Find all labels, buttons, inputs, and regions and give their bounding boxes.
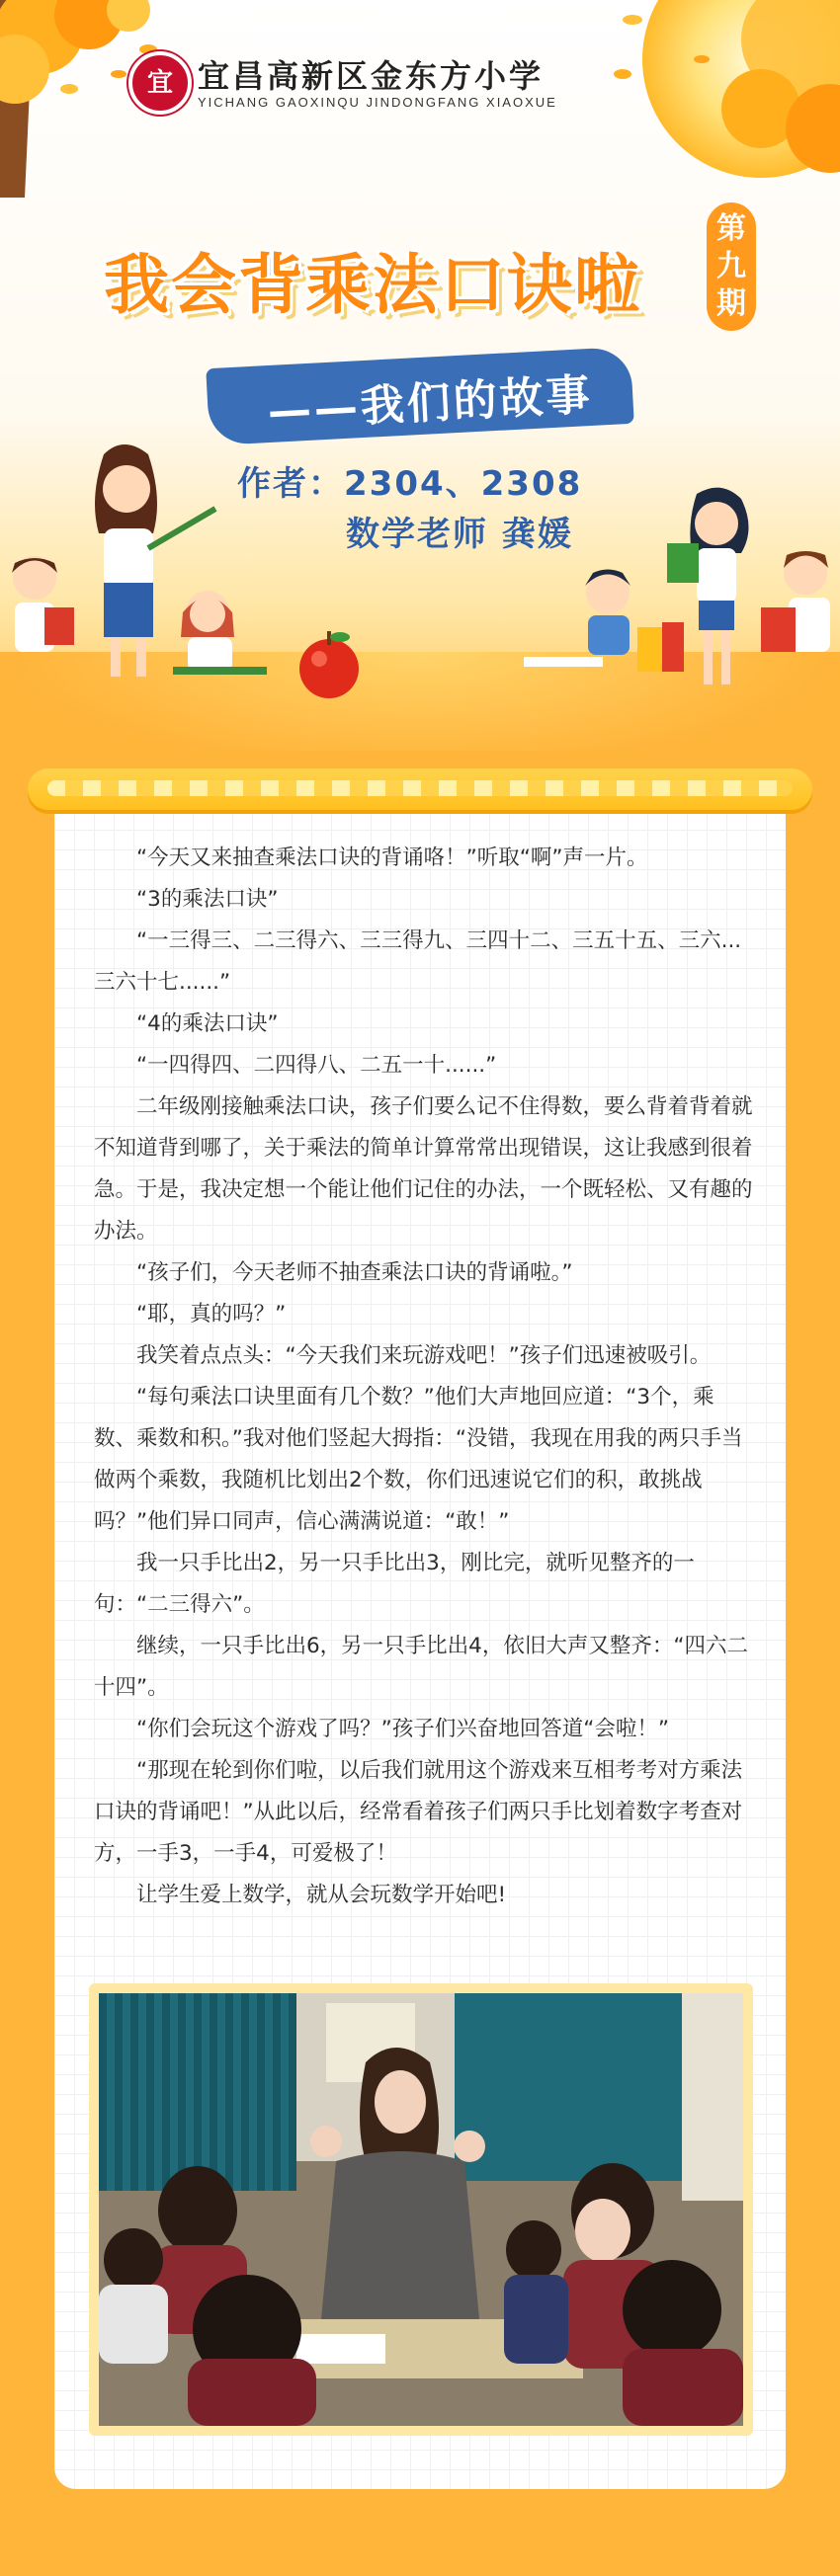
apple-icon [294,627,364,701]
story-paragraph: “3的乘法口诀” [136,887,279,912]
story-paragraph: 我一只手比出2，另一只手比出3，刚比完，就听见整齐的一句：“二三得六”。 [94,1551,695,1617]
page-title: 我会背乘法口诀啦 [104,247,641,323]
story-paragraph: “那现在轮到你们啦，以后我们就用这个游戏来互相考考对方乘法口诀的背诵吧！”从此以后，经常看着孩子们两只手比划着数字考查对方，一手3，一手4，可爱极了！ [94,1758,743,1866]
issue-char-3: 期 [716,286,746,321]
story-paragraph: “一三得三、二三得六、三三得九、三四十二、三五十五、三六...三六十七......” [94,928,742,995]
story-paragraph: “一四得四、二四得八、二五一十......” [136,1053,497,1078]
teacher-line: 数学老师 龚媛 [346,515,573,554]
story-paragraph: 继续，一只手比出6，另一只手比出4，依旧大声又整齐：“四六二十四”。 [94,1634,748,1700]
story-paragraph: “4的乘法口诀” [136,1011,279,1036]
issue-char-1: 第 [716,211,746,246]
author-line: 作者：2304、2308 [237,464,583,504]
kid-with-book-left-icon [0,548,89,677]
subtitle: ——我们的故事 [266,369,594,438]
school-logo: 宜 [128,51,192,115]
issue-badge [707,202,756,331]
story-paragraph: “耶，真的吗？” [136,1302,287,1327]
story-text [94,838,756,1916]
classroom-scene-icon [99,1993,743,2426]
autumn-leaves-top-right-icon [593,0,840,188]
story-paragraph: “你们会玩这个游戏了吗？”孩子们兴奋地回答道“会啦！” [136,1717,670,1741]
classroom-photo [99,1993,743,2426]
story-paragraph: 我笑着点点头：“今天我们来玩游戏吧！”孩子们迅速被吸引。 [136,1343,712,1368]
scroll-roller [28,768,812,810]
story-paragraph: “今天又来抽查乘法口诀的背诵咯！”听取“啊”声一片。 [136,845,648,870]
story-paragraph: “每句乘法口诀里面有几个数？”他们大声地回应道：“3个，乘数、乘数和积。”我对他们竖起大拇指：“没错，我现在用我的两只手当做两个乘数，我随机比划出2个数，你们迅速说它们的积，敢挑战吗？”他们异口同声，信心满满说道：“敢！” [94,1385,743,1534]
poster-header [0,0,840,751]
story-paragraph: “孩子们，今天老师不抽查乘法口诀的背诵啦。” [136,1260,573,1285]
school-name-pinyin: YICHANG GAOXINQU JINDONGFANG XIAOXUE [198,95,557,110]
school-name: 宜昌高新区金东方小学 [198,57,545,95]
story-paragraph: 让学生爱上数学，就从会玩数学开始吧! [136,1883,507,1907]
boy-reading-right-icon [751,543,840,691]
story-paragraph: 二年级刚接触乘法口诀，孩子们要么记不住得数，要么背着背着就不知道背到哪了，关于乘法的简单计算常常出现错误，这让我感到很着急。于是，我决定想一个能让他们记住的办法，一个既轻松、又有趣的办法。 [94,1094,753,1244]
girl-reading-icon [163,583,272,691]
issue-char-2: 九 [716,249,746,283]
